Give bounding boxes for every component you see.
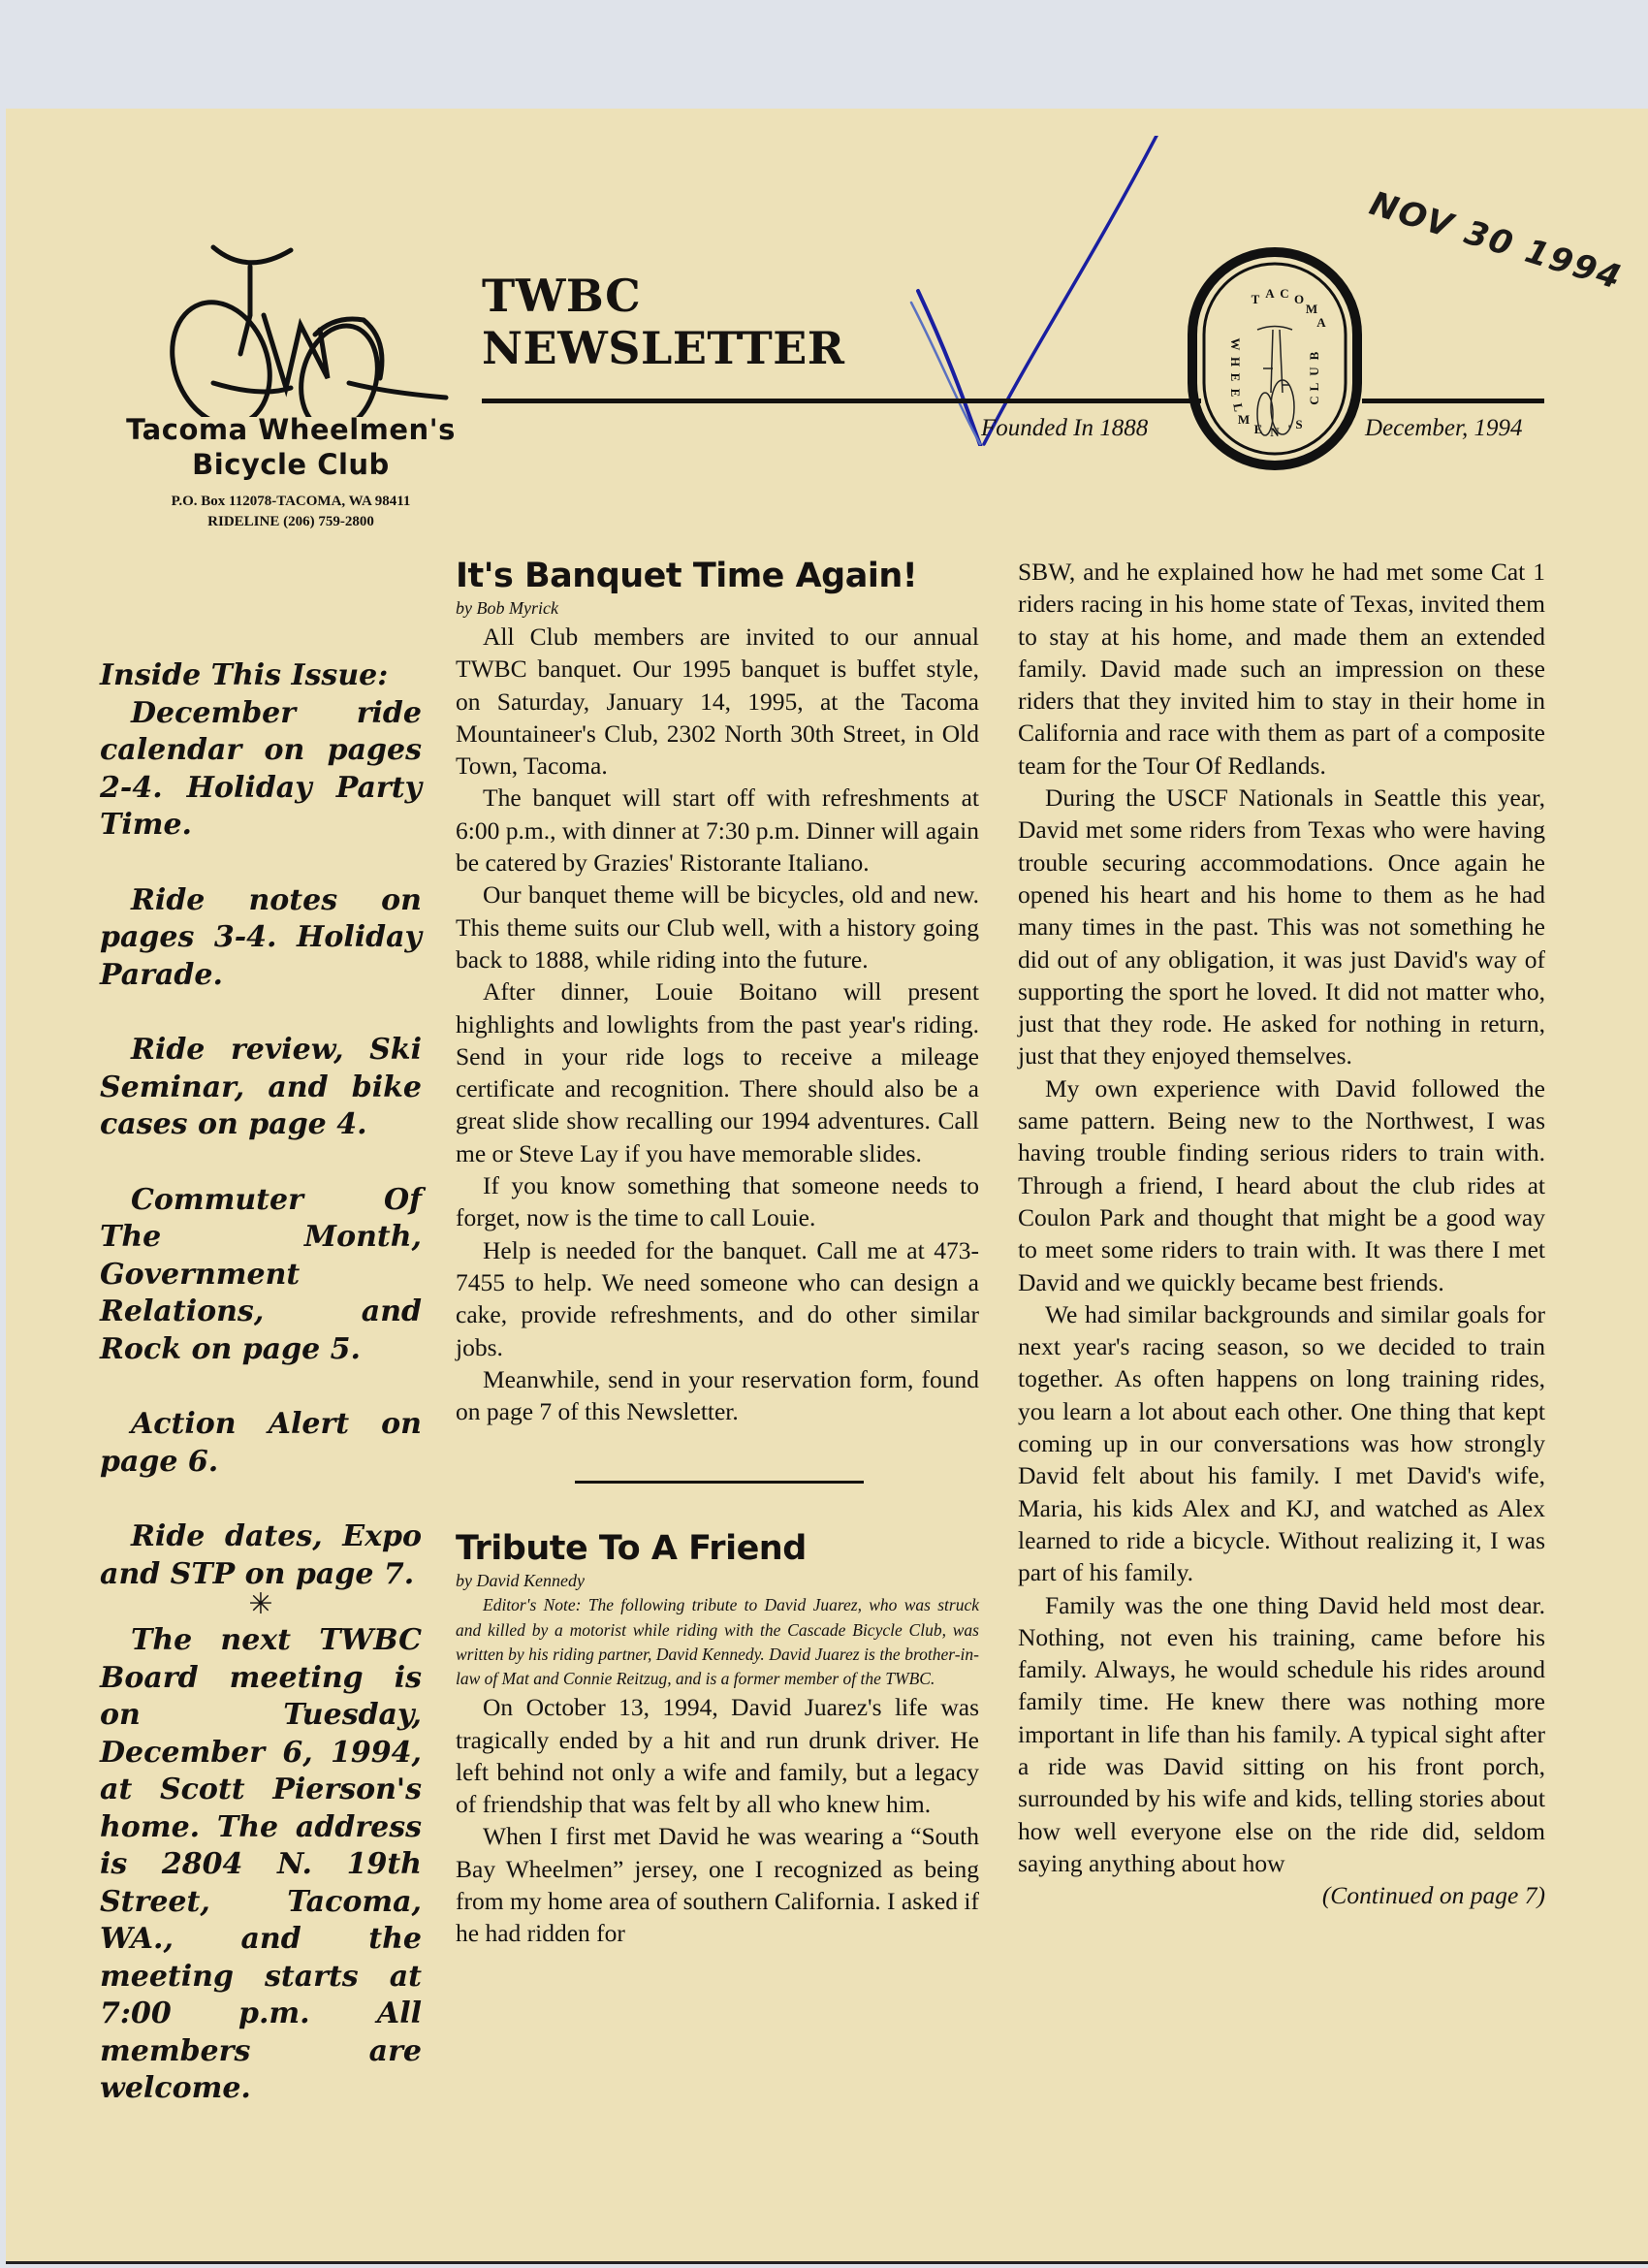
tribute-paragraph: During the USCF Nationals in Seattle this year, David met some riders from Texas who were having trouble securing accommodations. Once again he opened his heart and his home to them as he had many times in the past. This was not something he did out of any obligation, it was just David's way of supporting the sport he loved. It did not matter who, just that they rode. He asked for nothing in return, just that they enjoyed themselves. (1018, 783, 1545, 1070)
svg-text:E: E (1228, 388, 1243, 398)
masthead-rule-right (1362, 399, 1544, 403)
banquet-paragraph: Help is needed for the banquet. Call me at 473-7455 to help. We need someone who can design a cake, provide refreshments, and do other similar jobs. (456, 1235, 979, 1361)
banquet-paragraph: If you know something that someone needs to forget, now is the time to call Louie. (456, 1171, 979, 1232)
inside-this-issue-heading: Inside This Issue: (100, 658, 389, 692)
svg-text:L: L (1230, 401, 1247, 413)
club-name (97, 412, 485, 482)
tribute-paragraph: When I first met David he was wearing a “South Bay Wheelmen” jersey, one I recognized as being from my home area of southern California. I asked if he had ridden for (456, 1822, 979, 1948)
tribute-paragraph: My own experience with David followed the same pattern. Being new to the Northwest, I was having trouble finding serious riders to train with. Through a friend, I heard about the club rides at Coulon Park and thought that might be a good way to meet some riders to train with. It was there I met David and we quickly became best friends. (1018, 1073, 1545, 1296)
svg-text:E: E (1253, 422, 1263, 436)
club-address-po-box: P.O. Box 112078-TACOMA, WA 98411 (171, 494, 411, 509)
received-date-stamp: NOV 30 1994 (1365, 184, 1628, 299)
issue-date: December, 1994 (1365, 415, 1523, 441)
svg-text:M: M (1305, 302, 1318, 316)
toc-item: Ride dates, Expo and STP on page 7. (100, 1519, 422, 1591)
svg-text:W: W (1228, 337, 1243, 351)
svg-text:E: E (1228, 372, 1243, 382)
toc-item: Commuter Of The Month, Government Relations, and Rock on page 5. (100, 1182, 422, 1366)
article-separator (575, 1481, 864, 1484)
svg-text:S: S (1295, 417, 1303, 431)
banquet-headline: It's Banquet Time Again! (456, 557, 918, 595)
tribute-paragraph: On October 13, 1994, David Juarez's life was tragically ended by a hit and run drunk driver. He left behind not only a wife and family, but a legacy of friendship that was felt by all who knew him. (456, 1693, 979, 1819)
banquet-paragraph: After dinner, Louie Boitano will present highlights and lowlights from the past year's riding. Send in your ride logs to receive a mileage certificate and recognition. There should also be a great slide show recalling our 1994 adventures. Call me or Steve Lay if you have memorable slides. (456, 977, 979, 1167)
svg-text:O: O (1293, 292, 1305, 306)
svg-text:A: A (1316, 315, 1326, 330)
svg-text:L: L (1307, 382, 1321, 392)
toc-item: Action Alert on page 6. (100, 1407, 422, 1479)
title-line2: NEWSLETTER (482, 322, 845, 374)
club-rideline-phone: RIDELINE (206) 759-2800 (207, 514, 374, 529)
svg-text:N: N (1270, 425, 1280, 439)
toc-item: Ride review, Ski Seminar, and bike cases on page 4. (100, 1033, 422, 1141)
club-name-line1: Tacoma Wheelmen's (126, 413, 456, 446)
tribute-paragraph: We had similar backgrounds and similar goals for next year's racing season, so we decided to train together. As often happens on long training rides, you learn a lot about each other. One thing that kept coming up in our conversations was how strongly David felt about his family. I met David's wife, Maria, his kids Alex and KJ, and watched as Alex learned to ride a bicycle. Without realizing it, I was part of his family. (1018, 1299, 1545, 1587)
svg-text:C: C (1307, 396, 1321, 405)
founded-year: Founded In 1888 (981, 415, 1149, 441)
tribute-byline: by David Kennedy (456, 1571, 585, 1591)
tribute-paragraph: SBW, and he explained how he had met some Cat 1 riders racing in his home state of Texas, invited them to stay at his home, and made them an extended family. David made such an impression on these riders that they invited him to stay in their home in California and race with them as part of a composite team for the Tour Of Redlands. (1018, 558, 1545, 780)
svg-text:A: A (1265, 286, 1275, 301)
banquet-paragraph: All Club members are invited to our annual TWBC banquet. Our 1995 banquet is buffet style, on Saturday, January 14, 1995, at the Tacoma Mountaineer's Club, 2302 North 30th Street, in Old Town, Tacoma. (456, 623, 979, 781)
svg-text:': ' (1287, 422, 1291, 436)
club-name-line2: Bicycle Club (192, 448, 390, 481)
tribute-paragraph: Family was the one thing David held most dear. Nothing, not even his training, came before his family. Always, he would schedule his rides around family time. He knew there was nothing more important in life than his family. A typical sight after a ride was David sitting on his front porch, surrounded by his wife and kids, telling stories about how well everyone else on the ride did, seldom saying anything about how (1018, 1590, 1545, 1877)
tribute-headline: Tribute To A Friend (456, 1529, 807, 1569)
club-emblem-icon (1188, 247, 1362, 470)
editor-note: Editor's Note: The following tribute to David Juarez, who was struck and killed by a motorist while riding with the Cascade Bicycle Club, was written by his riding partner, David Kennedy. David Juarez is the brother-in-law of Mat and Connie Reitzug, and is a former member of the TWBC. (456, 1595, 979, 1689)
svg-text:B: B (1307, 351, 1321, 361)
club-bicycle-logo-icon (155, 223, 465, 417)
asterisk-divider-icon: ✳ (248, 1587, 273, 1621)
banquet-paragraph: Meanwhile, send in your reservation form, found on page 7 of this Newsletter. (456, 1364, 979, 1426)
board-meeting-notice: The next TWBC Board meeting is on Tuesday, December 6, 1994, at Scott Pierson's home. The address is 2804 N. 19th Street, Tacoma, WA., and the meeting starts at 7:00 p.m. All members are welcome. (100, 1623, 422, 2105)
inside-this-issue (100, 657, 422, 2146)
toc-item: December ride calendar on pages 2-4. Holiday Party Time. (100, 695, 422, 842)
banquet-byline: by Bob Myrick (456, 598, 558, 618)
newsletter-title (482, 270, 845, 374)
svg-text:T: T (1251, 292, 1260, 306)
club-address (97, 492, 485, 532)
masthead-rule-left (482, 399, 1201, 403)
svg-text:H: H (1228, 356, 1243, 367)
article-column-2 (456, 555, 979, 1950)
banquet-paragraph: Our banquet theme will be bicycles, old and new. This theme suits our Club well, with a history going back to 1888, while riding into the future. (456, 880, 979, 974)
article-column-3 (1018, 556, 1545, 1911)
toc-item: Ride notes on pages 3-4. Holiday Parade. (100, 882, 422, 992)
continued-on-page-link[interactable]: (Continued on page 7) (1321, 1881, 1545, 1910)
banquet-paragraph: The banquet will start off with refreshments at 6:00 p.m., with dinner at 7:30 p.m. Dinner will again be catered by Grazies' Ristorante Italiano. (456, 783, 979, 878)
svg-text:U: U (1307, 367, 1321, 376)
svg-text:C: C (1280, 286, 1289, 301)
svg-text:M: M (1237, 412, 1251, 427)
title-line1: TWBC (482, 270, 642, 322)
